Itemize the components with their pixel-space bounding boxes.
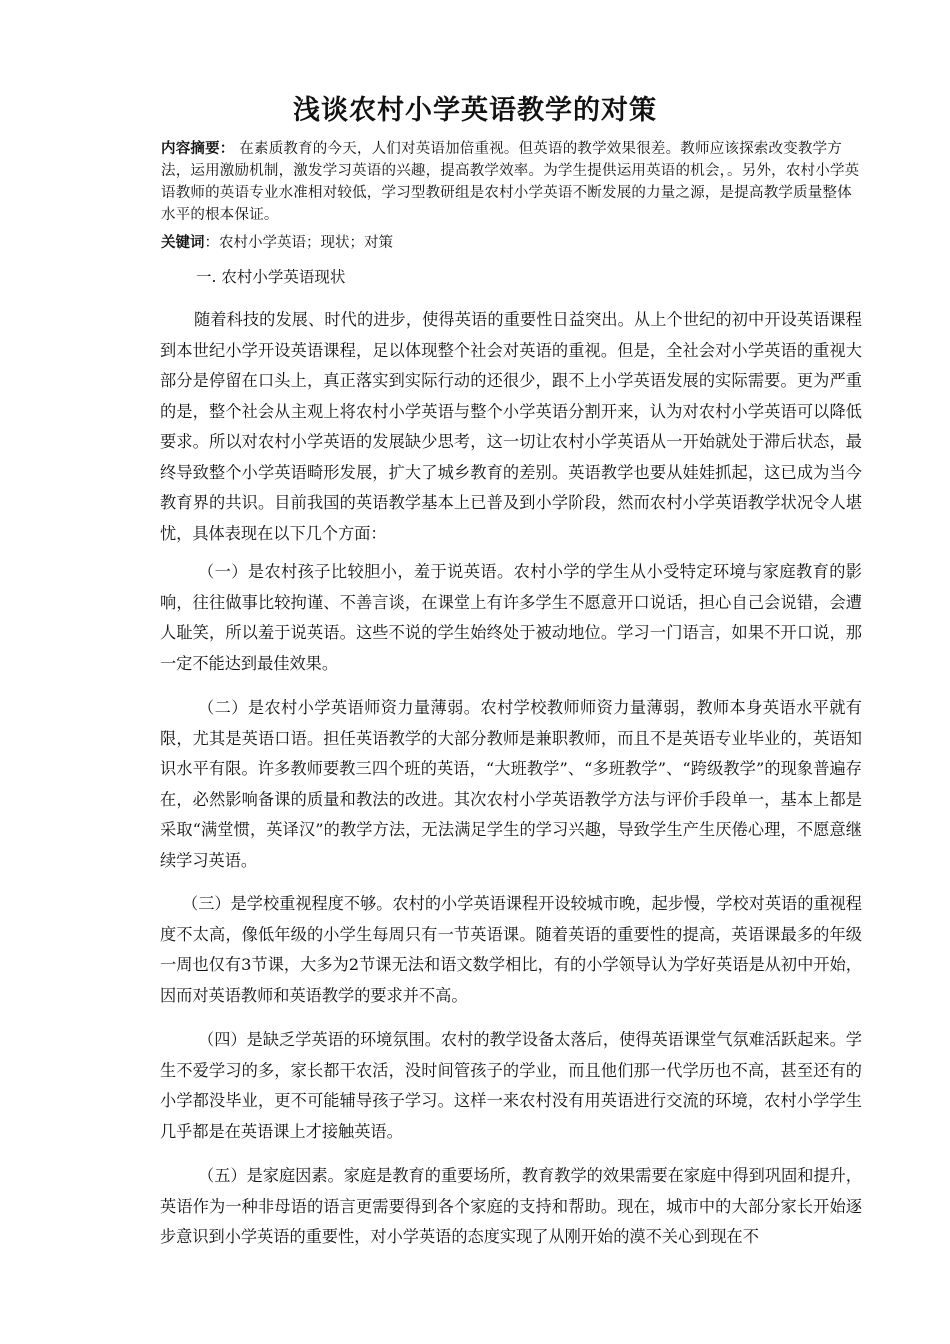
keywords xyxy=(161,232,861,254)
paragraph-point-4: （四）是缺乏学英语的环境氛围。农村的教学设备太落后，使得英语课堂气氛难活跃起来。学生不爱学习的多，家长都干农活，没时间管孩子的学业，而且他们那一代学历也不高，甚至还有的小学都没毕业，更不可能辅导孩子学习。这样一来农村没有用英语进行交流的环境，农村小学学生几乎都是在英语课上才接触英语。 xyxy=(160,1030,862,1141)
paragraph-intro: 随着科技的发展、时代的进步，使得英语的重要性日益突出。从上个世纪的初中开设英语课程到本世纪小学开设英语课程，足以体现整个社会对英语的重视。但是，全社会对小学英语的重视大部分是停留在口头上，真正落实到实际行动的还很少，跟不上小学英语发展的实际需要。更为严重的是，整个社会从主观上将农村小学英语与整个小学英语分割开来，认为对农村小学英语可以降低要求。所以对农村小学英语的发展缺少思考，这一切让农村小学英语从一开始就处于滞后状态，最终导致整个小学英语畸形发展，扩大了城乡教育的差别。英语教学也要从娃娃抓起，这已成为当今教育界的共识。目前我国的英语教学基本上已普及到小学阶段，然而农村小学英语教学状况令人堪忧，具体表现在以下几个方面： xyxy=(160,310,862,543)
paragraph-point-1: （一）是农村孩子比较胆小，羞于说英语。农村小学的学生从小受特定环境与家庭教育的影响，往往做事比较拘谨、不善言谈，在课堂上有许多学生不愿意开口说话，担心自己会说错，会遭人耻笑，所以羞于说英语。这些不说的学生始终处于被动地位。学习一门语言，如果不开口说，那一定不能达到最佳效果。 xyxy=(160,562,862,673)
paragraph-point-5: （五）是家庭因素。家庭是教育的重要场所，教育教学的效果需要在家庭中得到巩固和提升，英语作为一种非母语的语言更需要得到各个家庭的支持和帮助。现在，城市中的大部分家长开始逐步意识到小学英语的重要性，对小学英语的态度实现了从刚开始的漠不关心到现在不 xyxy=(160,1166,862,1246)
document-title: 浅谈农村小学英语教学的对策 xyxy=(293,95,657,126)
keywords-text: ：农村小学英语；现状；对策 xyxy=(204,235,393,251)
paragraph-point-2: （二）是农村小学英语师资力量薄弱。农村学校教师师资力量薄弱，教师本身英语水平就有限，尤其是英语口语。担任英语教学的大部分教师是兼职教师，而且不是英语专业毕业的，英语知识水平有限。许多教师要教三四个班的英语，“大班教学”、“多班教学”、“跨级教学”的现象普遍存在，必然影响备课的质量和教法的改进。其次农村小学英语教学方法与评价手段单一，基本上都是采取“满堂惯，英译汉”的教学方法，无法满足学生的学习兴趣，导致学生产生厌倦心理，不愿意继续学习英语。 xyxy=(160,698,862,870)
abstract xyxy=(161,138,861,226)
keywords-label: 关键词 xyxy=(161,234,205,251)
paragraph-point-3: （三）是学校重视程度不够。农村的小学英语课程开设较城市晚，起步慢，学校对英语的重视程度不太高，像低年级的小学生每周只有一节英语课。随着英语的重要性的提高，英语课最多的年级一周也仅有3节课，大多为2节课无法和语文数学相比，有的小学领导认为学好英语是从初中开始，因而对英语教师和英语教学的要求并不高。 xyxy=(160,894,862,1005)
abstract-label: 内容摘要： xyxy=(161,140,235,157)
section-heading: 一. 农村小学英语现状 xyxy=(196,268,346,286)
abstract-text: 在素质教育的今天，人们对英语加倍重视。但英语的教学效果很差。教师应该探索改变教学方法，运用激励机制，激发学习英语的兴趣，提高教学效率。为学生提供运用英语的机会，。另外，农村小学英语教师的英语专业水准相对较低，学习型教研组是农村小学英语不断发展的力量之源，是提高教学质量整体水平的根本保证。 xyxy=(161,141,860,223)
